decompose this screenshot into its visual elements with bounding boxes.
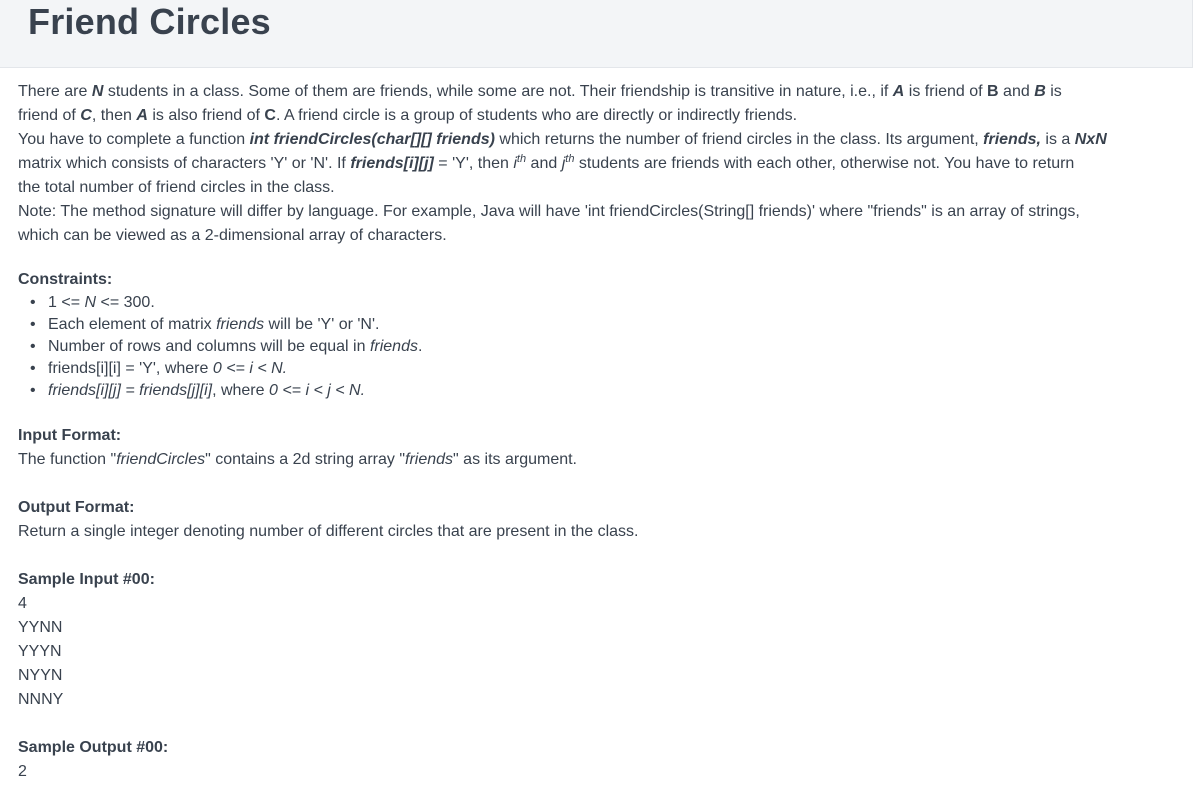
input-format-section: [18, 424, 1195, 472]
output-format-section: [18, 496, 1195, 544]
constraints-list: [18, 292, 1195, 402]
constraint-item: • Number of rows and columns will be equal in friends.: [18, 336, 1195, 358]
output-format-text: Return a single integer denoting number of different circles that are present in the class.: [18, 523, 639, 540]
constraints-title: Constraints:: [18, 271, 113, 288]
description-line-3: You have to complete a function int friendCircles(char[][] friends) which returns the number of friend circles in the class. Its argument, friends, is a NxN: [18, 131, 1107, 148]
sample-input-line: NNNY: [18, 691, 64, 708]
description-line-1: There are N students in a class. Some of them are friends, while some are not. Their friendship is transitive in nature, i.e., if A is friend of B and B is: [18, 83, 1062, 100]
constraint-item: • 1 <= N <= 300.: [18, 292, 1195, 314]
sample-output-title: Sample Output #00:: [18, 739, 169, 756]
sample-input-line: NYYN: [18, 667, 63, 684]
sample-input-line: 4: [18, 595, 27, 612]
description-line-4: matrix which consists of characters 'Y' or 'N'. If friends[i][j] = 'Y', then $i^{th}$ and $j^{th}$ students are friends with each other, otherwise not. You have to return: [18, 153, 1075, 172]
input-format-text: The function "friendCircles" contains a 2d string array "friends" as its argument.: [18, 451, 577, 468]
output-format-title: Output Format:: [18, 499, 135, 516]
page-title: Friend Circles: [28, 1, 271, 42]
problem-description: [18, 80, 1195, 248]
note-line-1: Note: The method signature will differ by language. For example, Java will have 'int friendCircles(String[] friends)' where "friends" is an array of strings,: [18, 203, 1080, 220]
constraints-section: [18, 268, 1195, 402]
problem-statement: [18, 80, 1195, 784]
constraint-item: • friends[i][i] = 'Y', where 0 <= i < N.: [18, 358, 1195, 380]
sample-input-title: Sample Input #00:: [18, 571, 155, 588]
constraint-item: • friends[i][j] = friends[j][i], where 0 <= i < j < N.: [18, 380, 1195, 402]
note-line-2: which can be viewed as a 2-dimensional array of characters.: [18, 227, 447, 244]
sample-output-line: 2: [18, 763, 27, 780]
sample-input-line: YYNN: [18, 619, 63, 636]
page-header: [0, 0, 1193, 68]
description-line-2: friend of C, then A is also friend of C. A friend circle is a group of students who are directly or indirectly friends.: [18, 107, 798, 124]
description-line-5: the total number of friend circles in the class.: [18, 179, 335, 196]
sample-input-section: [18, 568, 1195, 712]
sample-input-line: YYYN: [18, 643, 62, 660]
sample-output-section: [18, 736, 1195, 784]
constraint-item: • Each element of matrix friends will be 'Y' or 'N'.: [18, 314, 1195, 336]
input-format-title: Input Format:: [18, 427, 122, 444]
